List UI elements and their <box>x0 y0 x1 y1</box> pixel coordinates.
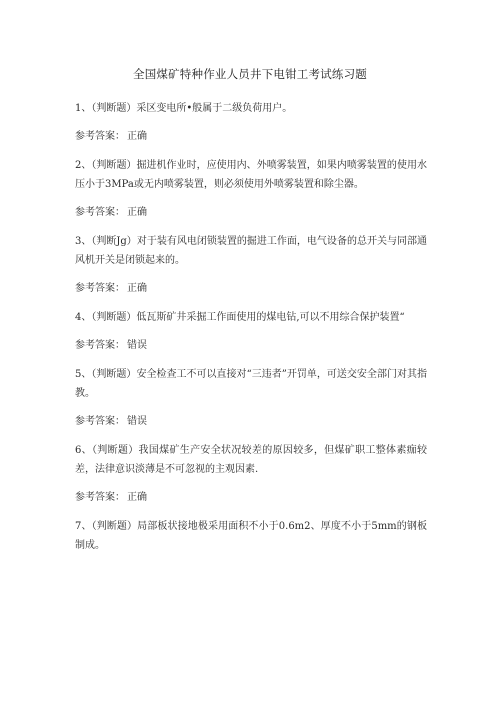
question-item <box>75 156 427 222</box>
answer-line <box>75 412 427 431</box>
question-item <box>75 517 427 555</box>
answer-value: 错误 <box>127 340 147 351</box>
question-text: 3、（判断Jg）对于装有风电闭锁装置的掘进工作面，电气设备的总开关与同部通风机开关是闭锁起来的。 <box>75 236 427 266</box>
answer-value: 正确 <box>127 207 147 218</box>
question-item <box>75 441 427 507</box>
answer-line <box>75 336 427 355</box>
question-list <box>75 99 427 555</box>
answer-line <box>75 127 427 146</box>
answer-label: 参考答案： <box>75 131 125 142</box>
question-item <box>75 232 427 298</box>
question-text: 7、（判断题）局部板状接地极采用面积不小于0.6m2、厚度不小于5mm的钢板制成。 <box>75 521 427 551</box>
answer-line <box>75 488 427 507</box>
answer-label: 参考答案： <box>75 416 125 427</box>
document-title: 全国煤矿特种作业人员井下电钳工考试练习题 <box>133 67 367 81</box>
question-text: 5、（判断题）安全检查工不可以直接对“三违者”开罚单，可送交安全部门对其指教。 <box>75 369 427 399</box>
question-item <box>75 99 427 146</box>
question-text: 1、（判断题）采区变电所•般属于二级负荷用户。 <box>75 103 293 114</box>
answer-label: 参考答案： <box>75 340 125 351</box>
answer-line <box>75 203 427 222</box>
answer-value: 错误 <box>127 416 147 427</box>
answer-label: 参考答案： <box>75 283 125 294</box>
answer-label: 参考答案： <box>75 207 125 218</box>
answer-value: 正确 <box>127 283 147 294</box>
question-text: 4、（判断题）低瓦斯矿井采掘工作面使用的煤电钻,可以不用综合保护装置“ <box>75 312 405 323</box>
answer-value: 正确 <box>127 492 147 503</box>
question-text: 6、（判断题）我国煤矿生产安全状况较差的原因较多，但煤矿职工整体素痂较差，法律意识淡薄是不可忽视的主观因素. <box>75 445 427 475</box>
question-item <box>75 308 427 355</box>
answer-value: 正确 <box>127 131 147 142</box>
question-text: 2、（判断题）掘进机作业时，应使用内、外喷雾装置，如果内喷雾装置的使用水压小于3MPa或无内喷雾装置，则必须使用外喷雾装置和除尘器。 <box>75 160 427 190</box>
answer-line <box>75 279 427 298</box>
answer-label: 参考答案： <box>75 492 125 503</box>
question-item <box>75 365 427 431</box>
